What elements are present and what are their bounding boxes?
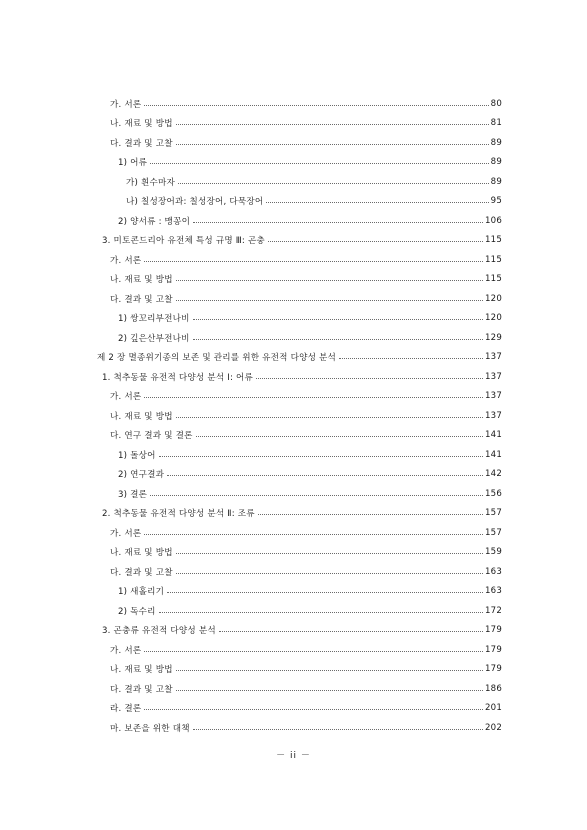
toc-entry-page-number: 141 xyxy=(484,430,502,441)
toc-entry-page-number: 129 xyxy=(484,332,502,343)
toc-entry xyxy=(102,367,502,387)
toc-entry xyxy=(118,601,502,621)
toc-entry-page-number: 157 xyxy=(484,508,502,519)
toc-entry-page-number: 163 xyxy=(484,586,502,597)
dot-leader xyxy=(159,456,483,457)
toc-entry-title: 마. 보존을 위한 대책 xyxy=(110,723,190,734)
toc-entry xyxy=(110,133,502,153)
dot-leader xyxy=(167,592,483,593)
toc-entry-title: 1) 새홀리기 xyxy=(118,587,165,598)
toc-entry xyxy=(110,114,502,134)
dot-leader xyxy=(193,339,483,340)
dot-leader xyxy=(256,378,483,379)
toc-entry-title: 가. 서론 xyxy=(110,392,142,403)
toc-entry-title: 1) 쌍꼬리부전나비 xyxy=(118,314,190,325)
toc-entry-title: 1) 어류 xyxy=(118,158,148,169)
dot-leader xyxy=(339,358,483,359)
toc-entry xyxy=(126,172,502,192)
toc-entry xyxy=(110,660,502,680)
toc-entry xyxy=(110,562,502,582)
toc-entry-title: 다. 결과 및 고찰 xyxy=(110,138,173,149)
toc-entry-page-number: 179 xyxy=(484,664,502,675)
dot-leader xyxy=(176,280,483,281)
toc-entry-title: 나. 재료 및 방법 xyxy=(110,411,173,422)
dot-leader xyxy=(176,553,483,554)
toc-entry-title: 나. 재료 및 방법 xyxy=(110,548,173,559)
toc-entry-page-number: 142 xyxy=(484,469,502,480)
toc-entry-title: 다. 결과 및 고찰 xyxy=(110,567,173,578)
toc-entry xyxy=(110,426,502,446)
toc-entry xyxy=(110,523,502,543)
toc-entry-page-number: 141 xyxy=(484,449,502,460)
toc-entry xyxy=(118,328,502,348)
dot-leader xyxy=(193,319,483,320)
toc-entry xyxy=(110,250,502,270)
toc-entry xyxy=(110,640,502,660)
toc-entry-title: 3. 곤충류 유전적 다양성 분석 xyxy=(102,626,216,637)
toc-entry-page-number: 172 xyxy=(484,605,502,616)
toc-entry-title: 1) 돌상어 xyxy=(118,450,156,461)
toc-entry xyxy=(118,153,502,173)
page-number-footer: － ii － xyxy=(276,751,311,761)
dot-leader xyxy=(219,631,483,632)
toc-entry-title: 다. 결과 및 고찰 xyxy=(110,684,173,695)
dot-leader xyxy=(266,202,488,203)
dot-leader xyxy=(150,495,483,496)
toc-entry-page-number: 186 xyxy=(484,683,502,694)
toc-entry-page-number: 80 xyxy=(490,98,502,109)
toc-entry xyxy=(97,348,502,368)
table-of-contents xyxy=(0,94,587,738)
toc-entry xyxy=(118,211,502,231)
dot-leader xyxy=(144,709,483,710)
dot-leader xyxy=(193,222,483,223)
toc-entry-title: 나) 칠성장어과: 칠성장어, 다묵장어 xyxy=(126,197,264,208)
toc-entry-page-number: 202 xyxy=(484,722,502,733)
toc-entry xyxy=(110,679,502,699)
toc-entry-page-number: 157 xyxy=(484,527,502,538)
dot-leader xyxy=(193,729,483,730)
toc-entry-page-number: 115 xyxy=(484,254,502,265)
toc-entry-title: 2. 척추동물 유전적 다양성 분석 Ⅱ: 조류 xyxy=(102,509,255,520)
toc-entry-title: 가. 서론 xyxy=(110,99,142,110)
dot-leader xyxy=(268,241,483,242)
dot-leader xyxy=(150,163,489,164)
toc-entry-title: 1. 척추동물 유전적 다양성 분석 Ⅰ: 어류 xyxy=(102,372,254,383)
toc-entry-title: 나. 재료 및 방법 xyxy=(110,275,173,286)
toc-entry xyxy=(118,484,502,504)
toc-entry-page-number: 179 xyxy=(484,644,502,655)
dot-leader xyxy=(176,670,483,671)
dot-leader xyxy=(176,690,483,691)
toc-entry xyxy=(110,543,502,563)
toc-entry-page-number: 115 xyxy=(484,274,502,285)
toc-entry xyxy=(118,582,502,602)
toc-entry xyxy=(110,406,502,426)
dot-leader xyxy=(176,124,489,125)
toc-entry xyxy=(102,621,502,641)
toc-entry-title: 나. 재료 및 방법 xyxy=(110,665,173,676)
dot-leader xyxy=(176,144,489,145)
toc-entry-page-number: 137 xyxy=(484,391,502,402)
toc-entry-title: 2) 독수리 xyxy=(118,606,156,617)
dot-leader xyxy=(258,514,483,515)
dot-leader xyxy=(176,417,483,418)
dot-leader xyxy=(176,300,483,301)
toc-entry-page-number: 163 xyxy=(484,566,502,577)
toc-entry-title: 가) 흰수마자 xyxy=(126,177,175,188)
toc-entry-title: 가. 서론 xyxy=(110,645,142,656)
toc-entry-title: 2) 깊은산부전나비 xyxy=(118,333,190,344)
dot-leader xyxy=(167,475,483,476)
toc-entry xyxy=(118,465,502,485)
toc-entry-page-number: 106 xyxy=(484,215,502,226)
toc-entry xyxy=(110,270,502,290)
toc-entry xyxy=(118,445,502,465)
toc-entry-page-number: 120 xyxy=(484,313,502,324)
toc-entry-page-number: 137 xyxy=(484,410,502,421)
toc-entry xyxy=(118,309,502,329)
toc-entry xyxy=(110,289,502,309)
toc-entry-page-number: 137 xyxy=(484,371,502,382)
dot-leader xyxy=(176,573,483,574)
toc-entry-title: 다. 연구 결과 및 결론 xyxy=(110,431,193,442)
toc-entry-page-number: 156 xyxy=(484,488,502,499)
toc-entry xyxy=(110,94,502,114)
dot-leader xyxy=(144,105,488,106)
toc-entry-page-number: 81 xyxy=(490,118,502,129)
toc-entry-page-number: 115 xyxy=(484,235,502,246)
dot-leader xyxy=(178,183,489,184)
toc-entry xyxy=(102,231,502,251)
toc-entry-title: 2) 양서류 : 맹꽁이 xyxy=(118,216,191,227)
toc-entry-title: 3. 미토콘드리아 유전체 특성 규명 Ⅲ: 곤충 xyxy=(102,236,265,247)
toc-entry-title: 제 2 장 멸종위기종의 보존 및 관리를 위한 유전적 다양성 분석 xyxy=(97,353,337,364)
dot-leader xyxy=(144,397,483,398)
toc-entry-page-number: 137 xyxy=(484,352,502,363)
toc-entry-page-number: 89 xyxy=(490,157,502,168)
dot-leader xyxy=(196,436,483,437)
toc-entry xyxy=(102,504,502,524)
toc-entry xyxy=(110,699,502,719)
toc-entry-page-number: 179 xyxy=(484,625,502,636)
toc-entry-page-number: 201 xyxy=(484,703,502,714)
dot-leader xyxy=(144,534,483,535)
toc-entry-title: 나. 재료 및 방법 xyxy=(110,119,173,130)
toc-entry-title: 가. 서론 xyxy=(110,255,142,266)
dot-leader xyxy=(144,261,483,262)
toc-entry xyxy=(110,387,502,407)
toc-entry-page-number: 95 xyxy=(490,196,502,207)
toc-entry-title: 3) 결론 xyxy=(118,489,148,500)
toc-entry-page-number: 120 xyxy=(484,293,502,304)
toc-entry-page-number: 89 xyxy=(490,137,502,148)
dot-leader xyxy=(144,651,483,652)
toc-entry-title: 2) 연구결과 xyxy=(118,470,165,481)
toc-entry xyxy=(126,192,502,212)
toc-entry-page-number: 89 xyxy=(490,176,502,187)
toc-entry-title: 라. 결론 xyxy=(110,704,142,715)
toc-entry xyxy=(110,718,502,738)
toc-entry-page-number: 159 xyxy=(484,547,502,558)
toc-entry-title: 가. 서론 xyxy=(110,528,142,539)
toc-entry-title: 다. 결과 및 고찰 xyxy=(110,294,173,305)
dot-leader xyxy=(159,612,483,613)
